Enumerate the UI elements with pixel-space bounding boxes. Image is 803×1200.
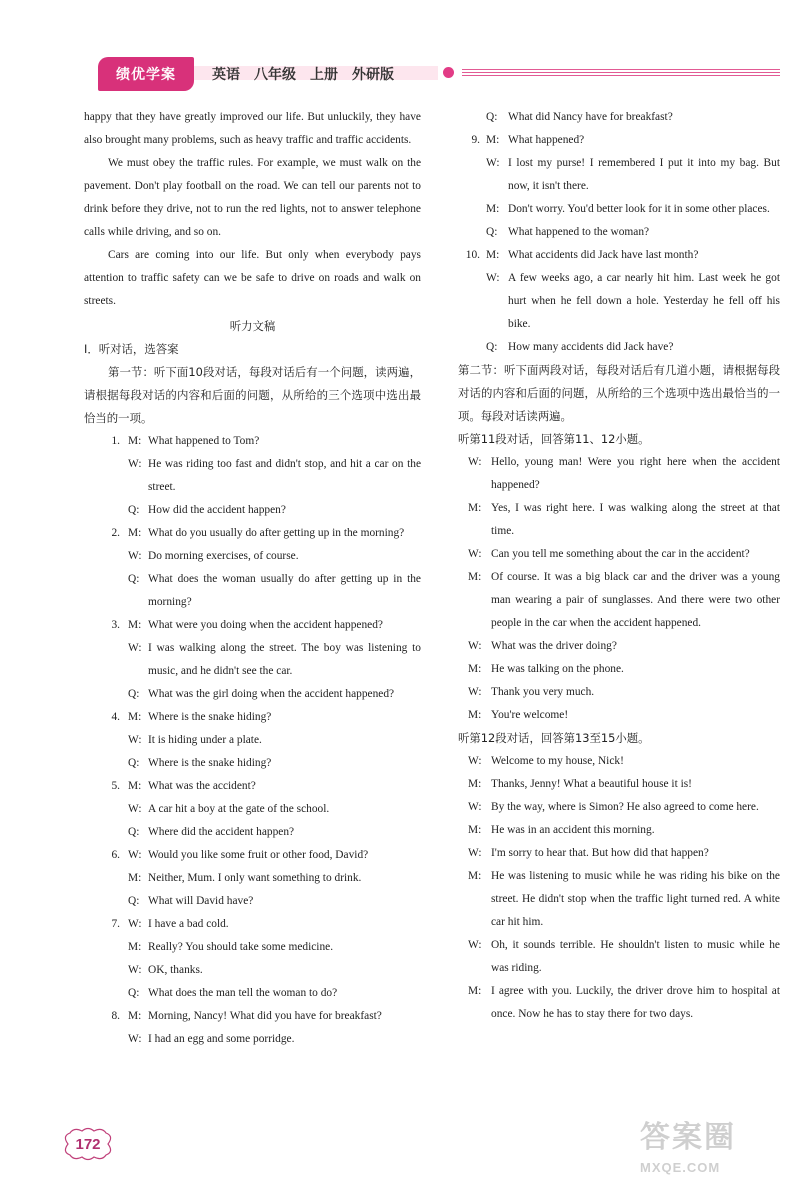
speaker-label: W: xyxy=(486,272,500,284)
speaker-label: W: xyxy=(468,686,482,698)
speaker-label: W: xyxy=(468,456,482,468)
dialog-number: 4. xyxy=(111,711,120,723)
left-column xyxy=(84,106,421,1051)
dialog-line xyxy=(458,129,780,152)
dialog-text: Can you tell me something about the car in the accident? xyxy=(491,548,750,560)
speaker-label: M: xyxy=(468,663,482,675)
speaker-label: W: xyxy=(468,640,482,652)
dialog-number: 3. xyxy=(111,619,120,631)
dialog-line xyxy=(458,934,780,980)
paragraph: happy that they have greatly improved our life. But unluckily, they have also brought many problems, such as heavy traffic and traffic accidents. xyxy=(84,111,421,146)
dialog-text: Thank you very much. xyxy=(491,686,595,698)
conversation xyxy=(458,750,780,1026)
instructions: 第二节：听下面两段对话，每段对话后有几道小题，请根据每段对话的内容和后面的问题，从所给的三个选项中选出最恰当的一项。每段对话读两遍。 xyxy=(458,363,780,423)
header-dot-icon xyxy=(443,67,454,78)
dialog-line xyxy=(84,499,421,522)
speaker-label: Q: xyxy=(128,895,140,907)
dialog-line xyxy=(458,198,780,221)
watermark xyxy=(640,1112,800,1196)
dialog-number: 7. xyxy=(111,918,120,930)
dialog-number: 6. xyxy=(111,849,120,861)
speaker-label: M: xyxy=(468,778,482,790)
instructions: 第一节：听下面10段对话，每段对话后有一个问题，读两遍，请根据每段对话的内容和后面的问题，从所给的三个选项中选出最恰当的一项。 xyxy=(84,365,421,425)
dialog-line xyxy=(458,106,780,129)
speaker-label: Q: xyxy=(128,504,140,516)
header-title: 英语 八年级 上册 外研版 xyxy=(212,68,394,83)
speaker-label: W: xyxy=(468,939,482,951)
dialog-text: How did the accident happen? xyxy=(148,504,286,516)
dialog-number: 9. xyxy=(471,134,480,146)
dialog-number: 1. xyxy=(111,435,120,447)
speaker-label: W: xyxy=(128,458,142,470)
dialog-text: Welcome to my house, Nick! xyxy=(491,755,624,767)
dialog-line xyxy=(458,566,780,635)
dialog-text: What was the accident? xyxy=(148,780,256,792)
dialog-line xyxy=(458,221,780,244)
dialog-line xyxy=(84,821,421,844)
header-badge: 绩优学案 xyxy=(98,57,194,91)
dialog-list xyxy=(458,106,780,129)
speaker-label: M: xyxy=(486,134,500,146)
dialog-text: Where is the snake hiding? xyxy=(148,711,272,723)
speaker-label: M: xyxy=(468,502,482,514)
right-column xyxy=(458,106,780,1026)
dialog-text: How many accidents did Jack have? xyxy=(508,341,674,353)
dialog-number: 5. xyxy=(111,780,120,792)
dialog-text: He was talking on the phone. xyxy=(491,663,624,675)
dialog-line xyxy=(84,568,421,614)
dialog-text: I had an egg and some porridge. xyxy=(148,1033,295,1045)
dialog-line xyxy=(458,244,780,267)
speaker-label: W: xyxy=(468,801,482,813)
dialog-line xyxy=(84,890,421,913)
dialog-line xyxy=(84,752,421,775)
speaker-label: M: xyxy=(128,435,142,447)
dialog-line xyxy=(458,336,780,359)
dialog-line xyxy=(84,1028,421,1051)
dialog-line xyxy=(458,750,780,773)
dialog-number: 8. xyxy=(111,1010,120,1022)
dialog-text: What happened? xyxy=(508,134,585,146)
dialog-line xyxy=(458,152,780,198)
dialog-line xyxy=(458,267,780,336)
dialog-text: Really? You should take some medicine. xyxy=(148,941,334,953)
dialog-line xyxy=(458,635,780,658)
dialog-text: What will David have? xyxy=(148,895,254,907)
dialog-line xyxy=(458,681,780,704)
speaker-label: M: xyxy=(468,870,482,882)
dialog-text: He was in an accident this morning. xyxy=(491,824,655,836)
paragraph: Cars are coming into our life. But only when everybody pays attention to traffic safety can we be safe to drive on roads and walk on streets. xyxy=(84,249,421,307)
dialog-text: What does the man tell the woman to do? xyxy=(148,987,338,999)
watermark-logo: 答案圈 xyxy=(640,1121,736,1154)
dialog-text: Don't worry. You'd better look for it in some other places. xyxy=(508,203,770,215)
part-heading: Ⅰ．听对话，选答案 xyxy=(84,342,179,356)
dialog-text: Would you like some fruit or other food, David? xyxy=(148,849,369,861)
dialog-line xyxy=(84,982,421,1005)
dialog-line xyxy=(84,844,421,867)
dialog-line xyxy=(458,497,780,543)
speaker-label: Q: xyxy=(486,341,498,353)
dialog-line xyxy=(84,867,421,890)
dialog-line xyxy=(458,658,780,681)
dialog-list xyxy=(458,129,780,359)
dialog-number: 2. xyxy=(111,527,120,539)
dialog-text: Of course. It was a big black car and the driver was a young man wearing a pair of sunglasses. And there were two other people in the car when the accident happened. xyxy=(491,571,780,629)
speaker-label: Q: xyxy=(486,226,498,238)
dialog-line xyxy=(84,936,421,959)
speaker-label: W: xyxy=(128,918,142,930)
dialog-text: Yes, I was right here. I was walking along the street at that time. xyxy=(491,502,780,537)
speaker-label: Q: xyxy=(128,573,140,585)
dialog-text: You're welcome! xyxy=(491,709,569,721)
conversation-title: 听第11段对话，回答第11、12小题。 xyxy=(458,432,650,446)
dialog-text: I agree with you. Luckily, the driver drove him to hospital at once. Now he has to stay there for two days. xyxy=(491,985,780,1020)
dialog-line xyxy=(458,819,780,842)
speaker-label: M: xyxy=(128,711,142,723)
speaker-label: M: xyxy=(468,824,482,836)
dialog-text: OK, thanks. xyxy=(148,964,203,976)
dialog-line xyxy=(84,614,421,637)
dialog-text: Oh, it sounds terrible. He shouldn't listen to music while he was riding. xyxy=(491,939,780,974)
conversation xyxy=(458,451,780,727)
dialog-text: Do morning exercises, of course. xyxy=(148,550,299,562)
speaker-label: W: xyxy=(128,849,142,861)
watermark-url: MXQE.COM xyxy=(640,1160,721,1175)
dialog-text: A few weeks ago, a car nearly hit him. Last week he got hurt when he fell down a hole. Yesterday he fell off his bike. xyxy=(508,272,780,330)
dialog-line xyxy=(458,773,780,796)
dialog-text: Where is the snake hiding? xyxy=(148,757,272,769)
dialog-text: What were you doing when the accident happened? xyxy=(148,619,383,631)
speaker-label: W: xyxy=(128,1033,142,1045)
dialog-line xyxy=(84,430,421,453)
dialog-text: He was riding too fast and didn't stop, and hit a car on the street. xyxy=(148,458,421,493)
speaker-label: M: xyxy=(128,872,142,884)
dialog-line xyxy=(458,796,780,819)
dialog-line xyxy=(458,704,780,727)
speaker-label: M: xyxy=(468,571,482,583)
dialog-text: What happened to the woman? xyxy=(508,226,650,238)
section-title: 听力文稿 xyxy=(229,319,276,333)
dialog-line xyxy=(458,980,780,1026)
speaker-label: W: xyxy=(486,157,500,169)
speaker-label: M: xyxy=(128,1010,142,1022)
dialog-text: By the way, where is Simon? He also agreed to come here. xyxy=(491,801,759,813)
speaker-label: W: xyxy=(468,548,482,560)
dialog-line xyxy=(84,729,421,752)
dialog-line xyxy=(84,522,421,545)
dialog-line xyxy=(84,545,421,568)
speaker-label: Q: xyxy=(128,688,140,700)
dialog-text: Thanks, Jenny! What a beautiful house it is! xyxy=(491,778,692,790)
dialog-text: What does the woman usually do after getting up in the morning? xyxy=(148,573,421,608)
dialog-text: A car hit a boy at the gate of the school. xyxy=(148,803,330,815)
dialog-line xyxy=(84,453,421,499)
speaker-label: W: xyxy=(468,755,482,767)
dialog-text: What do you usually do after getting up in the morning? xyxy=(148,527,405,539)
speaker-label: M: xyxy=(468,985,482,997)
dialog-text: Morning, Nancy! What did you have for breakfast? xyxy=(148,1010,382,1022)
dialog-text: I have a bad cold. xyxy=(148,918,229,930)
header-rule xyxy=(462,69,780,78)
dialog-text: What was the girl doing when the accident happened? xyxy=(148,688,395,700)
speaker-label: W: xyxy=(128,964,142,976)
dialog-line xyxy=(458,865,780,934)
dialog-text: I'm sorry to hear that. But how did that happen? xyxy=(491,847,709,859)
dialog-line xyxy=(84,775,421,798)
dialog-list xyxy=(84,430,421,1051)
dialog-text: What happened to Tom? xyxy=(148,435,260,447)
speaker-label: Q: xyxy=(486,111,498,123)
speaker-label: Q: xyxy=(128,987,140,999)
speaker-label: W: xyxy=(468,847,482,859)
dialog-text: I lost my purse! I remembered I put it into my bag. But now, it isn't there. xyxy=(508,157,780,192)
dialog-text: Where did the accident happen? xyxy=(148,826,295,838)
dialog-line xyxy=(458,543,780,566)
speaker-label: W: xyxy=(128,642,142,654)
speaker-label: Q: xyxy=(128,757,140,769)
dialog-text: It is hiding under a plate. xyxy=(148,734,262,746)
dialog-line xyxy=(84,1005,421,1028)
speaker-label: W: xyxy=(128,734,142,746)
dialog-line xyxy=(84,959,421,982)
speaker-label: M: xyxy=(128,619,142,631)
dialog-line xyxy=(458,842,780,865)
dialog-text: Hello, young man! Were you right here when the accident happened? xyxy=(491,456,780,491)
speaker-label: M: xyxy=(486,249,500,261)
dialog-line xyxy=(84,683,421,706)
dialog-text: Neither, Mum. I only want something to drink. xyxy=(148,872,362,884)
paragraph: We must obey the traffic rules. For example, we must walk on the pavement. Don't play football on the road. We can tell our parents not to drink before they drive, not to run the red lights, not to answer telephone calls while driving, and so on. xyxy=(84,157,421,238)
speaker-label: Q: xyxy=(128,826,140,838)
dialog-line xyxy=(84,706,421,729)
dialog-line xyxy=(84,798,421,821)
speaker-label: W: xyxy=(128,550,142,562)
dialog-text: What accidents did Jack have last month? xyxy=(508,249,699,261)
conversation-title: 听第12段对话，回答第13至15小题。 xyxy=(458,731,650,745)
speaker-label: M: xyxy=(128,780,142,792)
page-number: 172 xyxy=(60,1126,116,1162)
speaker-label: M: xyxy=(128,527,142,539)
dialog-line xyxy=(84,637,421,683)
speaker-label: M: xyxy=(128,941,142,953)
dialog-text: He was listening to music while he was riding his bike on the street. He didn't stop when the traffic light turned red. A white car hit him. xyxy=(491,870,780,928)
dialog-text: What did Nancy have for breakfast? xyxy=(508,111,673,123)
dialog-line xyxy=(84,913,421,936)
speaker-label: W: xyxy=(128,803,142,815)
dialog-number: 10. xyxy=(465,249,480,261)
dialog-text: What was the driver doing? xyxy=(491,640,617,652)
dialog-text: I was walking along the street. The boy was listening to music, and he didn't see the car. xyxy=(148,642,421,677)
dialog-line xyxy=(458,451,780,497)
speaker-label: M: xyxy=(486,203,500,215)
speaker-label: M: xyxy=(468,709,482,721)
